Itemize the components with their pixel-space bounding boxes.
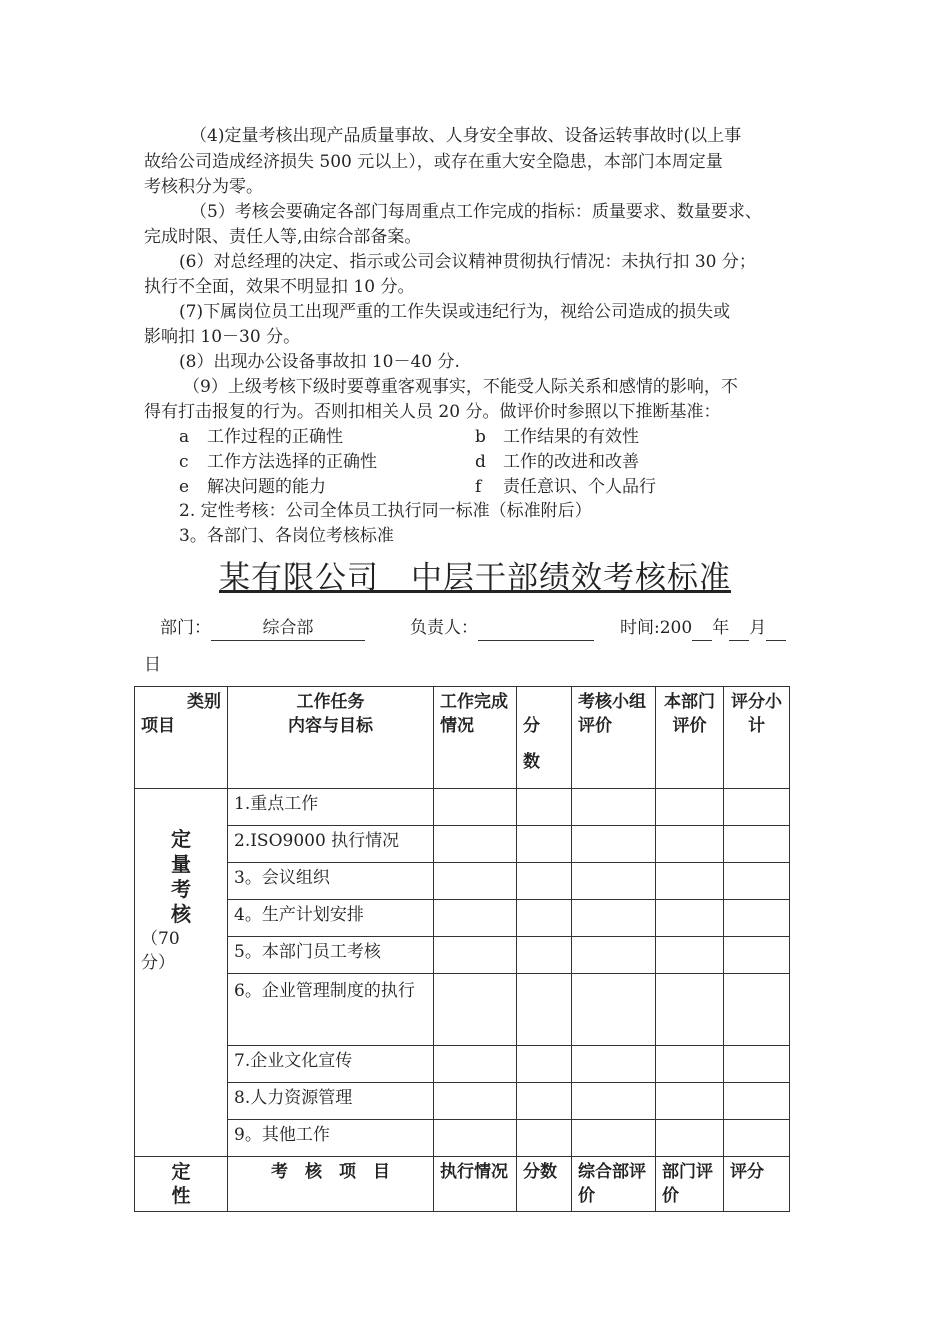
empty-cell[interactable] bbox=[572, 937, 656, 974]
criterion-text: 工作方法选择的正确性 bbox=[207, 452, 377, 472]
empty-cell[interactable] bbox=[724, 1083, 790, 1120]
empty-cell[interactable] bbox=[434, 900, 517, 937]
empty-cell[interactable] bbox=[434, 863, 517, 900]
empty-cell[interactable] bbox=[724, 974, 790, 1046]
qual-label-text: 定性 bbox=[171, 1161, 191, 1207]
task-cell: 6。企业管理制度的执行 bbox=[228, 974, 434, 1046]
criterion-key: e bbox=[179, 477, 190, 497]
header-subtotal: 评分小计 bbox=[724, 687, 790, 789]
empty-cell[interactable] bbox=[656, 1120, 724, 1157]
empty-cell[interactable] bbox=[572, 826, 656, 863]
empty-cell[interactable] bbox=[434, 974, 517, 1046]
empty-cell[interactable] bbox=[724, 900, 790, 937]
person-label: 负责人： bbox=[410, 618, 478, 638]
table-row bbox=[135, 1120, 790, 1157]
table-row bbox=[135, 937, 790, 974]
table-row bbox=[135, 900, 790, 937]
table-row bbox=[135, 826, 790, 863]
table-row bbox=[135, 863, 790, 900]
empty-cell[interactable] bbox=[517, 1083, 572, 1120]
empty-cell[interactable] bbox=[434, 826, 517, 863]
qual-rating: 评分 bbox=[724, 1157, 790, 1212]
empty-cell[interactable] bbox=[517, 937, 572, 974]
paragraph-4-line-1: （4)定量考核出现产品质量事故、人身安全事故、设备运转事故时(以上事 bbox=[190, 126, 742, 146]
qual-score: 分数 bbox=[517, 1157, 572, 1212]
empty-cell[interactable] bbox=[724, 937, 790, 974]
criterion-key: f bbox=[475, 477, 482, 497]
paragraph-6-line-2: 执行不全面，效果不明显扣 10 分。 bbox=[144, 277, 415, 297]
dept-value: 综合部 bbox=[211, 616, 365, 641]
empty-cell[interactable] bbox=[724, 789, 790, 826]
year-label: 年 bbox=[712, 618, 730, 638]
empty-cell[interactable] bbox=[434, 1046, 517, 1083]
empty-cell[interactable] bbox=[434, 1120, 517, 1157]
table-row bbox=[135, 974, 790, 1046]
header-category bbox=[135, 687, 228, 789]
paragraph-5-line-1: （5）考核会要确定各部门每周重点工作完成的指标：质量要求、数量要求、 bbox=[190, 202, 762, 222]
empty-cell[interactable] bbox=[434, 1083, 517, 1120]
task-cell: 7.企业文化宣传 bbox=[228, 1046, 434, 1083]
paragraph-7-line-2: 影响扣 10－30 分。 bbox=[144, 327, 301, 347]
qualitative-header-row bbox=[135, 1157, 790, 1212]
paragraph-4-line-2: 故给公司造成经济损失 500 元以上），或存在重大安全隐患，本部门本周定量 bbox=[144, 152, 723, 172]
empty-cell[interactable] bbox=[572, 900, 656, 937]
header-score-top: 分 bbox=[523, 716, 540, 736]
paragraph-9-line-2: 得有打击报复的行为。否则扣相关人员 20 分。做评价时参照以下推断基准： bbox=[144, 402, 721, 422]
header-task-bottom: 内容与目标 bbox=[288, 716, 373, 736]
paragraph-9-line-1: （9）上级考核下级时要尊重客观事实，不能受人际关系和感情的影响，不 bbox=[183, 377, 738, 397]
dept-standard-line: 3。各部门、各岗位考核标准 bbox=[179, 526, 394, 546]
time-label: 时间:200 bbox=[620, 618, 693, 638]
assessment-table bbox=[134, 686, 790, 1212]
empty-cell[interactable] bbox=[724, 863, 790, 900]
empty-cell[interactable] bbox=[434, 789, 517, 826]
task-cell: 3。会议组织 bbox=[228, 863, 434, 900]
paragraph-4-line-3: 考核积分为零。 bbox=[144, 177, 263, 197]
month-blank bbox=[729, 616, 749, 641]
dept-field bbox=[160, 616, 365, 641]
empty-cell[interactable] bbox=[517, 863, 572, 900]
header-dept-eval: 本部门评价 bbox=[656, 687, 724, 789]
person-field bbox=[410, 616, 594, 641]
header-score-bottom: 数 bbox=[523, 752, 540, 772]
criterion-key: b bbox=[475, 427, 486, 447]
criterion-key: a bbox=[179, 427, 190, 447]
empty-cell[interactable] bbox=[572, 1046, 656, 1083]
time-field bbox=[620, 616, 786, 641]
paragraph-5-line-2: 完成时限、责任人等,由综合部备案。 bbox=[144, 227, 422, 247]
empty-cell[interactable] bbox=[656, 1083, 724, 1120]
task-cell: 1.重点工作 bbox=[228, 789, 434, 826]
criterion-f bbox=[475, 475, 656, 499]
qual-dept-eval: 部门评价 bbox=[656, 1157, 724, 1212]
empty-cell[interactable] bbox=[724, 1046, 790, 1083]
day-label: 日 bbox=[144, 655, 161, 675]
criterion-c bbox=[179, 450, 377, 474]
empty-cell[interactable] bbox=[656, 826, 724, 863]
header-category-top: 类别 bbox=[187, 692, 221, 712]
empty-cell[interactable] bbox=[572, 1120, 656, 1157]
year-blank bbox=[692, 616, 712, 641]
paragraph-6-line-1: (6）对总经理的决定、指示或公司会议精神贯彻执行情况：未执行扣 30 分； bbox=[179, 252, 756, 272]
header-task-top: 工作任务 bbox=[296, 692, 365, 712]
dept-label: 部门： bbox=[160, 618, 211, 638]
empty-cell[interactable] bbox=[572, 789, 656, 826]
qual-exec: 执行情况 bbox=[434, 1157, 517, 1212]
task-cell: 5。本部门员工考核 bbox=[228, 937, 434, 974]
qual-comp-eval: 综合部评价 bbox=[572, 1157, 656, 1212]
criterion-text: 工作结果的有效性 bbox=[503, 427, 639, 447]
qualitative-assessment-line: 2. 定性考核：公司全体员工执行同一标准（标准附后） bbox=[179, 501, 592, 521]
criterion-text: 工作过程的正确性 bbox=[207, 427, 343, 447]
empty-cell[interactable] bbox=[572, 863, 656, 900]
empty-cell[interactable] bbox=[656, 1046, 724, 1083]
empty-cell[interactable] bbox=[517, 1120, 572, 1157]
quant-category-cell bbox=[135, 789, 228, 1157]
empty-cell[interactable] bbox=[572, 1083, 656, 1120]
empty-cell[interactable] bbox=[517, 974, 572, 1046]
task-cell: 4。生产计划安排 bbox=[228, 900, 434, 937]
table-row bbox=[135, 789, 790, 826]
empty-cell[interactable] bbox=[724, 1120, 790, 1157]
criterion-key: c bbox=[179, 452, 189, 472]
empty-cell[interactable] bbox=[517, 826, 572, 863]
empty-cell[interactable] bbox=[572, 974, 656, 1046]
qual-items: 考 核 项 目 bbox=[228, 1157, 434, 1212]
task-cell: 2.ISO9000 执行情况 bbox=[228, 826, 434, 863]
criterion-text: 解决问题的能力 bbox=[207, 477, 326, 497]
paragraph-8: (8）出现办公设备事故扣 10－40 分. bbox=[179, 352, 460, 372]
criterion-text: 工作的改进和改善 bbox=[503, 452, 639, 472]
day-blank bbox=[766, 616, 786, 641]
empty-cell[interactable] bbox=[656, 974, 724, 1046]
table-row bbox=[135, 1046, 790, 1083]
quant-points: （70分） bbox=[141, 929, 180, 973]
criterion-key: d bbox=[475, 452, 486, 472]
empty-cell[interactable] bbox=[724, 826, 790, 863]
empty-cell[interactable] bbox=[656, 863, 724, 900]
empty-cell[interactable] bbox=[434, 937, 517, 974]
table-header-row bbox=[135, 687, 790, 789]
empty-cell[interactable] bbox=[517, 1046, 572, 1083]
paragraph-7-line-1: (7)下属岗位员工出现严重的工作失误或违纪行为，视给公司造成的损失或 bbox=[179, 302, 731, 322]
empty-cell[interactable] bbox=[656, 789, 724, 826]
page-title: 某有限公司 中层干部绩效考核标准 bbox=[219, 560, 731, 596]
header-team-eval: 考核小组评价 bbox=[572, 687, 656, 789]
criterion-a bbox=[179, 425, 343, 449]
task-cell: 8.人力资源管理 bbox=[228, 1083, 434, 1120]
header-completion: 工作完成情况 bbox=[434, 687, 517, 789]
month-label: 月 bbox=[749, 618, 767, 638]
empty-cell[interactable] bbox=[517, 900, 572, 937]
empty-cell[interactable] bbox=[656, 900, 724, 937]
criterion-text: 责任意识、个人品行 bbox=[503, 477, 656, 497]
header-task bbox=[228, 687, 434, 789]
empty-cell[interactable] bbox=[517, 789, 572, 826]
criterion-b bbox=[475, 425, 639, 449]
table-row bbox=[135, 1083, 790, 1120]
header-score bbox=[517, 687, 572, 789]
empty-cell[interactable] bbox=[656, 937, 724, 974]
header-category-bottom: 项目 bbox=[141, 716, 175, 736]
qual-label bbox=[135, 1157, 228, 1212]
task-cell: 9。其他工作 bbox=[228, 1120, 434, 1157]
criterion-d bbox=[475, 450, 639, 474]
person-blank bbox=[478, 616, 594, 641]
quant-label: 定量考核 bbox=[171, 827, 191, 926]
quant-spacer bbox=[141, 975, 221, 1145]
criterion-e bbox=[179, 475, 326, 499]
